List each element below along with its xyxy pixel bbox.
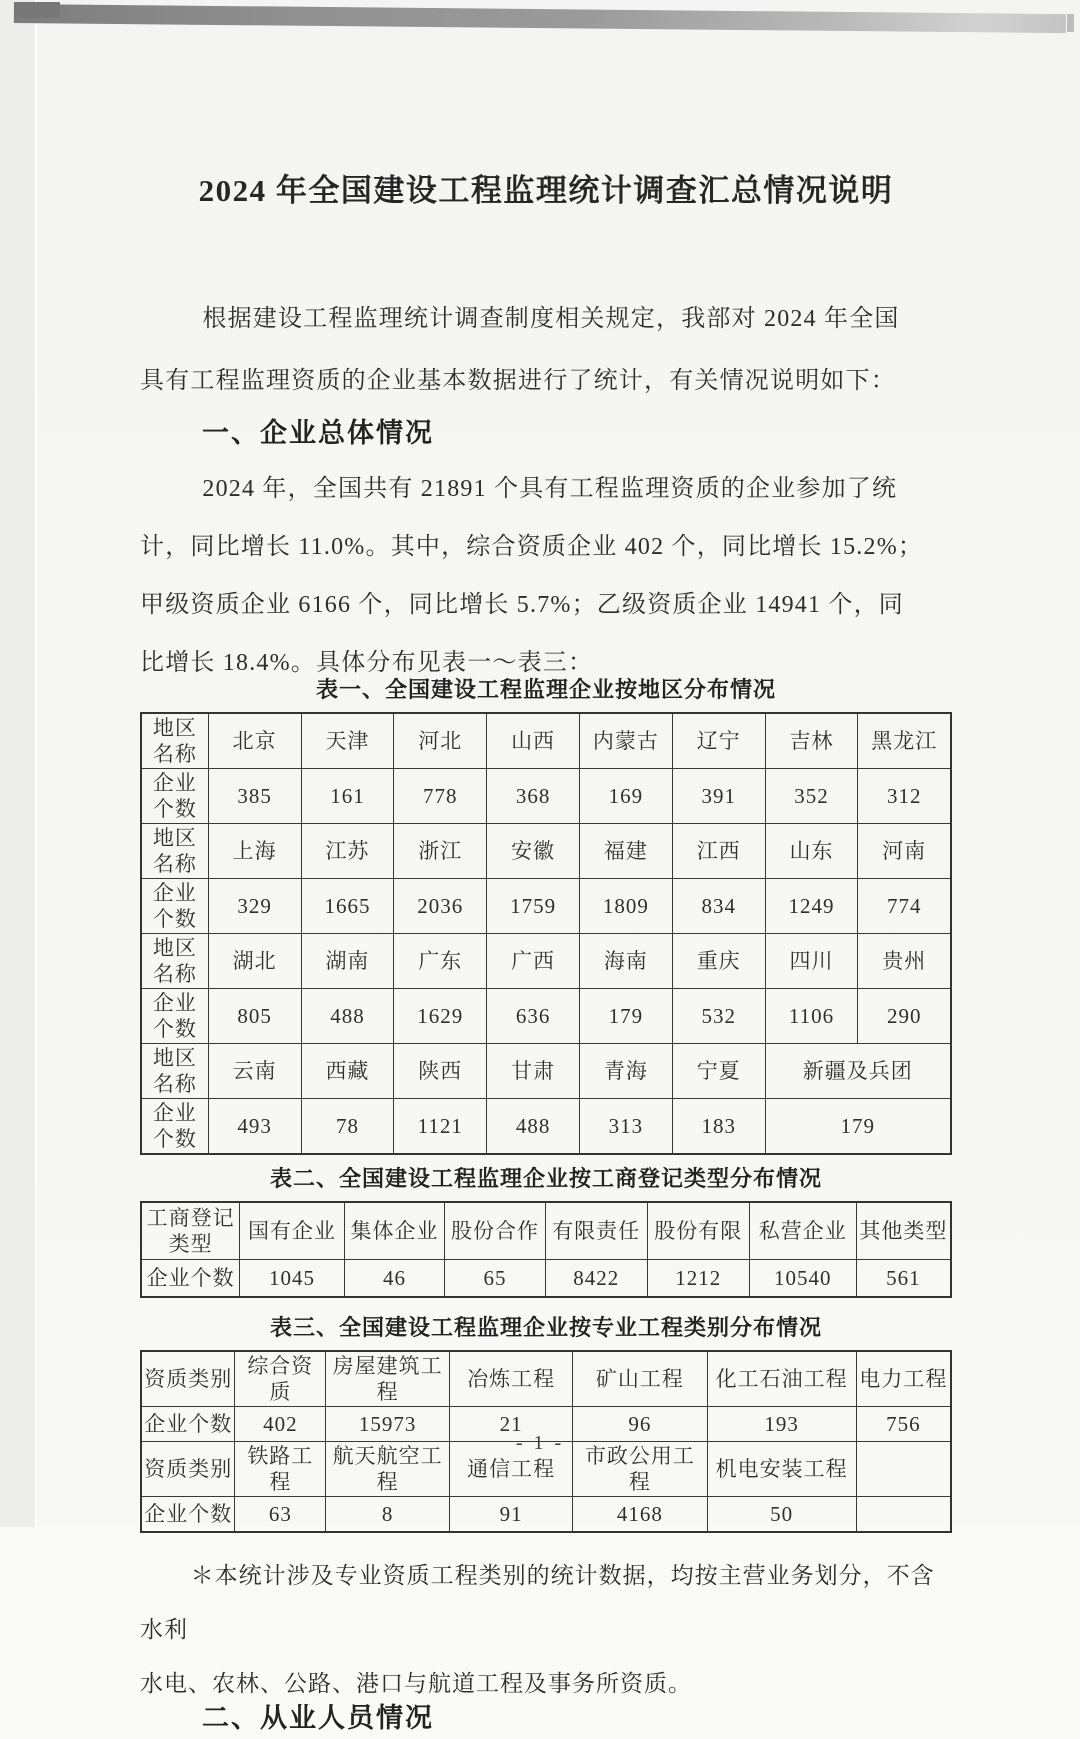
table-cell: 778: [394, 769, 487, 824]
table-cell: 46: [344, 1260, 444, 1298]
table-cell: 上海: [208, 824, 301, 879]
footnote-line: ＊本统计涉及专业资质工程类别的统计数据，均按主营业务划分，不含水利: [140, 1563, 935, 1642]
table-cell: 1759: [487, 879, 580, 934]
table-cell: 65: [445, 1260, 545, 1298]
table-cell: 黑龙江: [858, 713, 951, 769]
table-row: [141, 1202, 951, 1260]
table-row: [141, 824, 951, 879]
table-cell: 湖南: [301, 934, 394, 989]
table-cell: 国有企业: [240, 1202, 344, 1260]
table-cell: 1045: [240, 1260, 344, 1298]
table-cell: 私营企业: [749, 1202, 856, 1260]
table3-caption: 表三、全国建设工程监理企业按专业工程类别分布情况: [269, 1315, 822, 1340]
document-content: [140, 0, 952, 1739]
table-cell: 资质类别: [141, 1351, 235, 1407]
table-cell: 重庆: [672, 934, 765, 989]
table-cell: 企业个数: [141, 1407, 235, 1442]
table-cell: 甘肃: [487, 1044, 580, 1099]
table-cell: 广东: [394, 934, 487, 989]
section-heading-2: 二、从业人员情况: [202, 1703, 434, 1733]
table-cell: 805: [208, 989, 301, 1044]
table-cell: 179: [765, 1099, 951, 1155]
table-cell: 774: [858, 879, 951, 934]
table1-caption: 表一、全国建设工程监理企业按地区分布情况: [315, 677, 776, 702]
table-cell: 内蒙古: [579, 713, 672, 769]
page-number: - 1 -: [515, 1432, 565, 1454]
table-cell: 股份合作: [445, 1202, 545, 1260]
table-row: [141, 934, 951, 989]
table-cell: 1121: [394, 1099, 487, 1155]
table-cell: 企业个数: [141, 1099, 208, 1155]
table-cell: 湖北: [208, 934, 301, 989]
table-region-distribution: [140, 712, 952, 1155]
table-cell: 通信工程: [450, 1442, 573, 1497]
table-cell: 福建: [579, 824, 672, 879]
table-cell: 488: [301, 989, 394, 1044]
table-cell: 636: [487, 989, 580, 1044]
table2-caption: 表二、全国建设工程监理企业按工商登记类型分布情况: [269, 1166, 822, 1191]
table-cell: 天津: [301, 713, 394, 769]
top-scan-artifact-right-edge: [1067, 14, 1074, 32]
table-cell: 化工石油工程: [707, 1351, 856, 1407]
table-cell: 834: [672, 879, 765, 934]
table-cell: 电力工程: [856, 1351, 951, 1407]
table-cell: 8422: [545, 1260, 647, 1298]
intro-line: 根据建设工程监理统计调查制度相关规定，我部对 2024 年全国: [202, 306, 900, 332]
table-cell: 山东: [765, 824, 858, 879]
table-row: [141, 1351, 951, 1407]
table-cell: 其他类型: [856, 1202, 951, 1260]
table-cell: 浙江: [394, 824, 487, 879]
table-cell: 532: [672, 989, 765, 1044]
table-cell: 8: [326, 1497, 450, 1533]
table-cell: 机电安装工程: [707, 1442, 856, 1497]
table-cell: 78: [301, 1099, 394, 1155]
table-cell: 15973: [326, 1407, 450, 1442]
table-cell: 561: [856, 1260, 951, 1298]
table-cell: 161: [301, 769, 394, 824]
section-heading-1: 一、企业总体情况: [202, 418, 434, 448]
section-1-paragraph: [140, 460, 952, 692]
table-cell: 河北: [394, 713, 487, 769]
table-cell: 江苏: [301, 824, 394, 879]
table-cell: 385: [208, 769, 301, 824]
table-cell: 402: [235, 1407, 326, 1442]
table-cell: 地区名称: [141, 934, 208, 989]
table-cell: 集体企业: [344, 1202, 444, 1260]
table-cell: 10540: [749, 1260, 856, 1298]
body-line: 计，同比增长 11.0%。其中，综合资质企业 402 个，同比增长 15.2%；: [140, 534, 924, 560]
table-cell: 辽宁: [672, 713, 765, 769]
table-cell: 312: [858, 769, 951, 824]
table-cell: 工商登记类型: [141, 1202, 240, 1260]
table-cell: 青海: [579, 1044, 672, 1099]
table-cell: 183: [672, 1099, 765, 1155]
table-cell: 地区名称: [141, 713, 208, 769]
table-cell: 4168: [573, 1497, 707, 1533]
table-cell: 资质类别: [141, 1442, 235, 1497]
table-cell: 企业个数: [141, 1497, 235, 1533]
table-cell: 西藏: [301, 1044, 394, 1099]
table-cell: 山西: [487, 713, 580, 769]
page-title: 2024 年全国建设工程监理统计调查汇总情况说明: [198, 173, 894, 208]
table-cell: 铁路工程: [235, 1442, 326, 1497]
table-row: [141, 879, 951, 934]
table-row: [141, 769, 951, 824]
table-cell: 河南: [858, 824, 951, 879]
table-cell: 冶炼工程: [450, 1351, 573, 1407]
body-line: 甲级资质企业 6166 个，同比增长 5.7%；乙级资质企业 14941 个，同: [140, 592, 904, 618]
table-cell: 352: [765, 769, 858, 824]
table-cell: 63: [235, 1497, 326, 1533]
body-line: 2024 年，全国共有 21891 个具有工程监理资质的企业参加了统: [202, 476, 898, 502]
table-cell: 1629: [394, 989, 487, 1044]
table-cell: 50: [707, 1497, 856, 1533]
intro-line: 具有工程监理资质的企业基本数据进行了统计，有关情况说明如下：: [140, 368, 896, 394]
table-cell: 91: [450, 1497, 573, 1533]
table-cell: 290: [858, 989, 951, 1044]
table-cell: 新疆及兵团: [765, 1044, 951, 1099]
table-row: [141, 1260, 951, 1298]
table-cell: 安徽: [487, 824, 580, 879]
table-cell: 贵州: [858, 934, 951, 989]
table-cell: 海南: [579, 934, 672, 989]
table-cell: 179: [579, 989, 672, 1044]
top-scan-artifact-cap: [14, 2, 60, 18]
table-cell: 宁夏: [672, 1044, 765, 1099]
footnote-line: 水电、农林、公路、港口与航道工程及事务所资质。: [140, 1671, 692, 1696]
table-cell: 企业个数: [141, 1260, 240, 1298]
table-cell: 房屋建筑工程: [326, 1351, 450, 1407]
table-cell: 综合资质: [235, 1351, 326, 1407]
table-registration-type: [140, 1201, 952, 1298]
table-cell: 北京: [208, 713, 301, 769]
table-cell: 1809: [579, 879, 672, 934]
body-line: 比增长 18.4%。具体分布见表一～表三：: [140, 650, 594, 676]
table-cell: 488: [487, 1099, 580, 1155]
table-cell: 企业个数: [141, 769, 208, 824]
table-cell: 169: [579, 769, 672, 824]
table-cell: 航天航空工程: [326, 1442, 450, 1497]
table-row: [141, 1044, 951, 1099]
table-row: [141, 1099, 951, 1155]
intro-paragraph: [140, 288, 952, 412]
table-row: [141, 989, 951, 1044]
table-cell: 四川: [765, 934, 858, 989]
table-cell: 市政公用工程: [573, 1442, 707, 1497]
table-cell: 1249: [765, 879, 858, 934]
table-cell: 吉林: [765, 713, 858, 769]
table-cell: 1212: [647, 1260, 749, 1298]
table-cell: 1665: [301, 879, 394, 934]
table-cell: 493: [208, 1099, 301, 1155]
table-cell: 313: [579, 1099, 672, 1155]
table-cell: 矿山工程: [573, 1351, 707, 1407]
table-cell: 193: [707, 1407, 856, 1442]
table-cell: 股份有限: [647, 1202, 749, 1260]
table-cell: 企业个数: [141, 989, 208, 1044]
table-cell: 企业个数: [141, 879, 208, 934]
table-cell: 云南: [208, 1044, 301, 1099]
table-cell: 地区名称: [141, 1044, 208, 1099]
table-cell: 2036: [394, 879, 487, 934]
table-cell: 329: [208, 879, 301, 934]
table-row: [141, 713, 951, 769]
table-cell: 21: [450, 1407, 573, 1442]
table-cell: 陕西: [394, 1044, 487, 1099]
table-cell: 391: [672, 769, 765, 824]
table-cell: 368: [487, 769, 580, 824]
table-cell: 广西: [487, 934, 580, 989]
table-cell: 江西: [672, 824, 765, 879]
table-cell: 1106: [765, 989, 858, 1044]
table-cell: 地区名称: [141, 824, 208, 879]
table-cell: 有限责任: [545, 1202, 647, 1260]
table-cell: 756: [856, 1407, 951, 1442]
table-cell: 96: [573, 1407, 707, 1442]
page-edge-strip: [0, 0, 37, 1527]
footnote: [140, 1549, 952, 1711]
